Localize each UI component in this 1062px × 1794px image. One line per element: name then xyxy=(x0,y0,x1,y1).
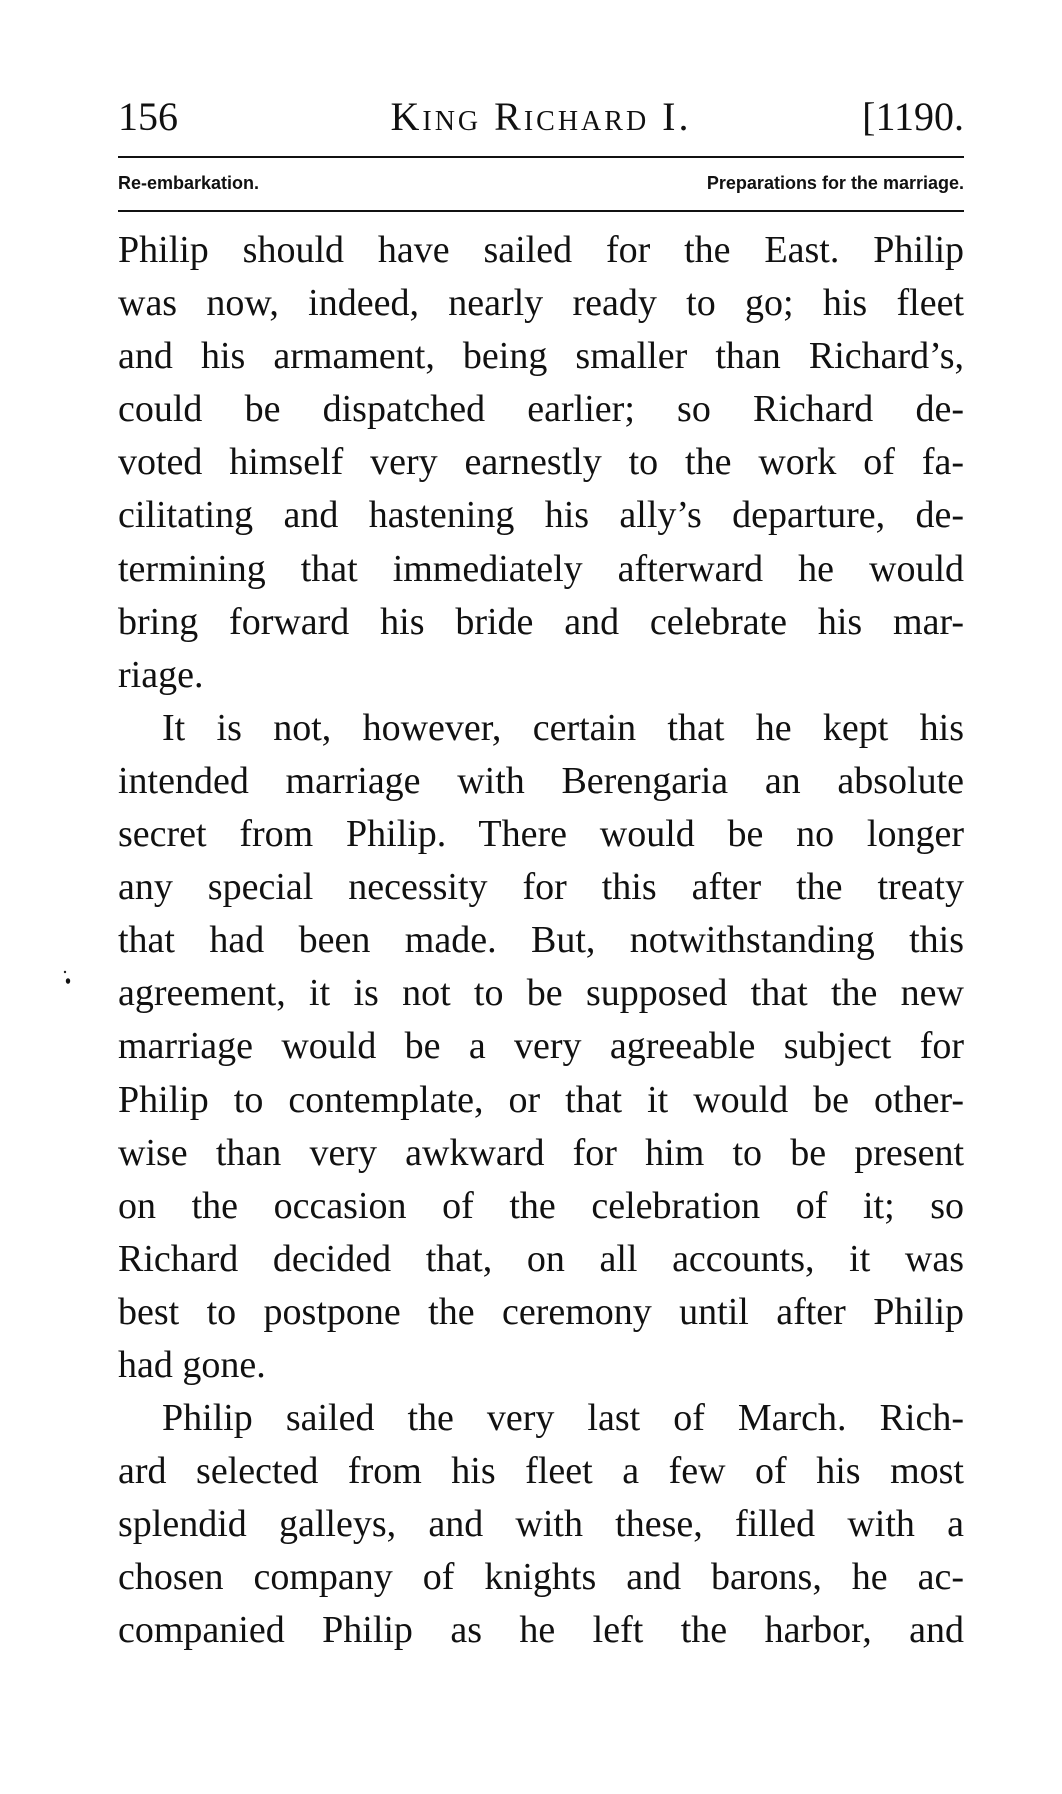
text-line: intended marriage with Berengaria an absolute xyxy=(118,759,964,802)
text-line: It is not, however, certain that he kept his xyxy=(162,706,964,749)
text-line: riage. xyxy=(118,653,204,696)
page-year: [1190. xyxy=(862,94,964,139)
text-line: splendid galleys, and with these, filled with a xyxy=(118,1503,964,1546)
subheads xyxy=(118,170,964,196)
header-rule-top xyxy=(118,156,964,158)
subhead-right: Preparations for the marriage. xyxy=(706,173,964,193)
margin-speck-icon xyxy=(62,970,72,984)
text-line: voted himself very earnestly to the work of fa- xyxy=(118,441,964,484)
text-line: was now, indeed, nearly ready to go; his fleet xyxy=(118,282,964,325)
text-line: had gone. xyxy=(118,1343,266,1386)
text-line: termining that immediately afterward he would xyxy=(118,547,964,590)
text-line: chosen company of knights and barons, he ac- xyxy=(118,1556,964,1599)
text-line: on the occasion of the celebration of it; so xyxy=(118,1184,964,1227)
text-line: marriage would be a very agreeable subject for xyxy=(118,1025,964,1068)
body-text xyxy=(118,224,964,1658)
running-title: King Richard I. xyxy=(390,94,692,139)
text-line: bring forward his bride and celebrate his mar- xyxy=(118,600,964,643)
text-line: could be dispatched earlier; so Richard de- xyxy=(118,388,964,431)
running-head xyxy=(118,92,964,142)
text-line: and his armament, being smaller than Richard’s, xyxy=(118,335,964,378)
text-line: companied Philip as he left the harbor, and xyxy=(118,1609,964,1652)
text-line: cilitating and hastening his ally’s departure, de- xyxy=(118,494,964,537)
page-number: 156 xyxy=(118,94,178,139)
book-page xyxy=(118,92,964,1658)
text-line: Richard decided that, on all accounts, it was xyxy=(118,1237,964,1280)
text-line: secret from Philip. There would be no longer xyxy=(118,813,964,856)
text-line: wise than very awkward for him to be present xyxy=(118,1131,964,1174)
text-line: Philip to contemplate, or that it would be other- xyxy=(118,1078,964,1121)
text-line: agreement, it is not to be supposed that the new xyxy=(118,972,964,1015)
subhead-left: Re-embarkation. xyxy=(118,173,260,193)
text-line: Philip sailed the very last of March. Rich- xyxy=(162,1397,964,1440)
text-line: best to postpone the ceremony until after Philip xyxy=(118,1290,964,1333)
text-line: any special necessity for this after the treaty xyxy=(118,866,964,909)
text-line: ard selected from his fleet a few of his most xyxy=(118,1450,964,1493)
header-rule-bottom xyxy=(118,210,964,212)
text-line: Philip should have sailed for the East. Philip xyxy=(118,229,964,271)
text-line: that had been made. But, notwithstanding this xyxy=(118,919,964,962)
